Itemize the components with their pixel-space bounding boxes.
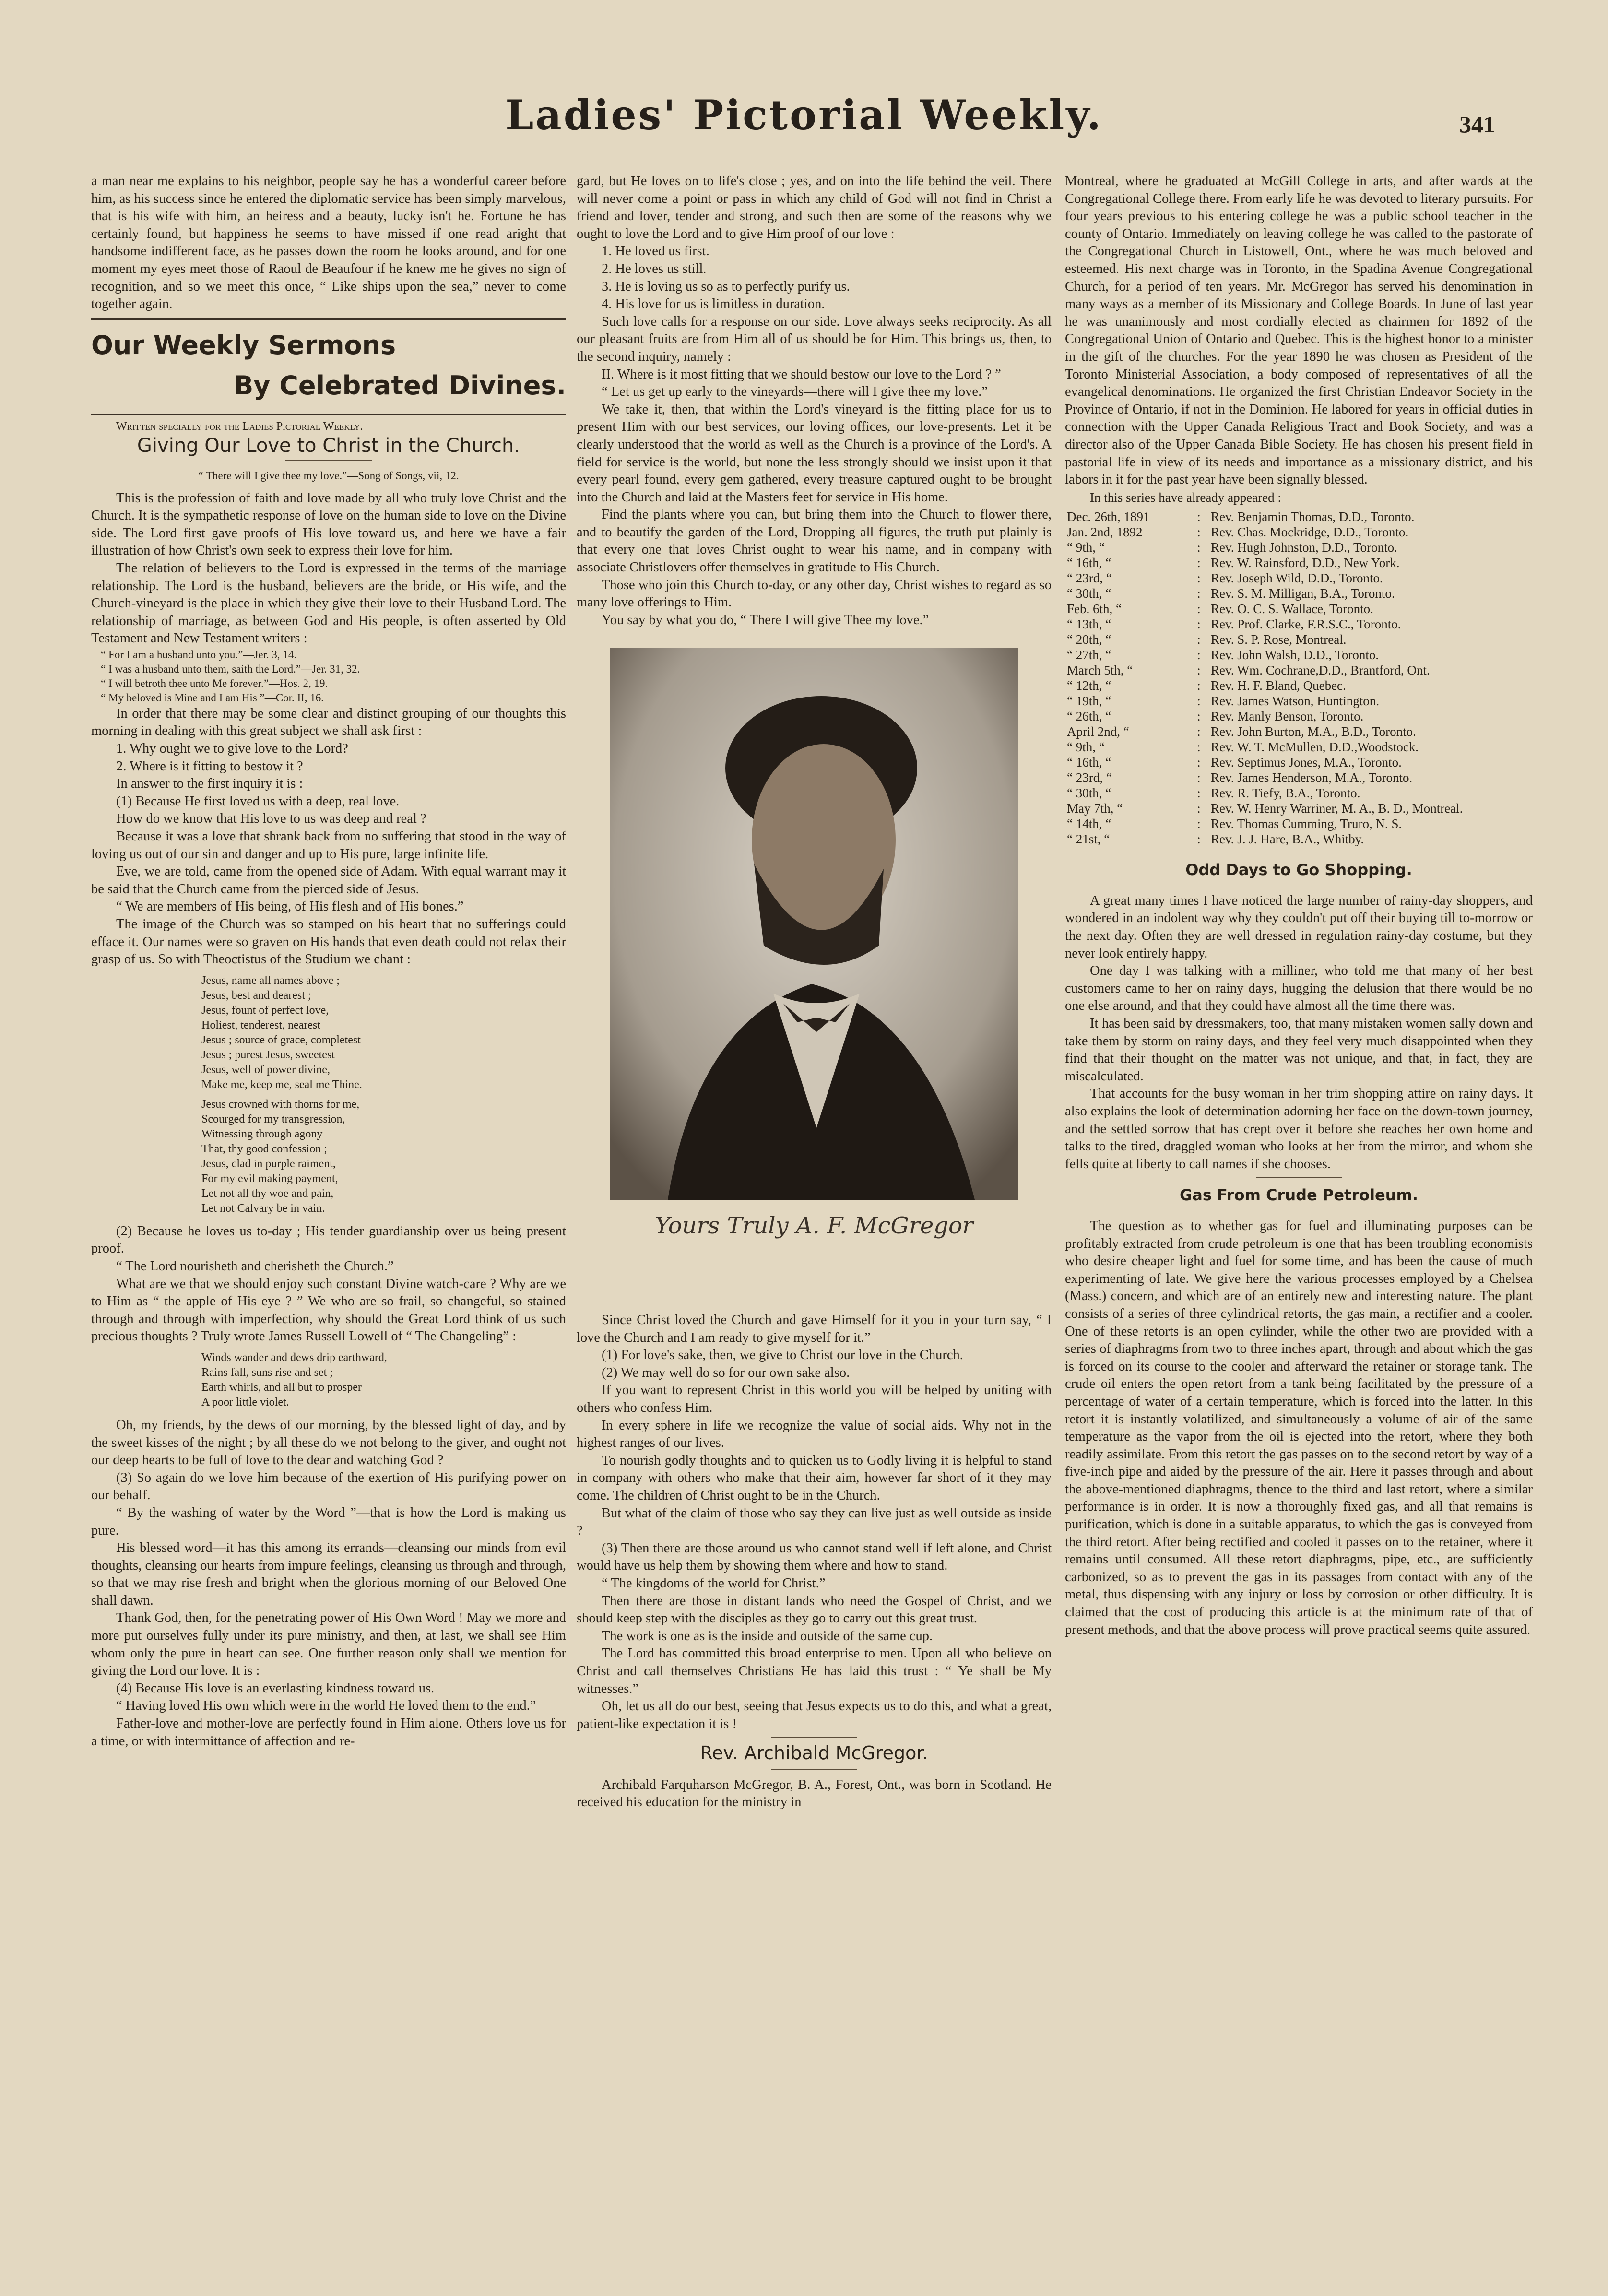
paragraph: In every sphere in life we recognize the value of social aids. Why not in the highest ranges of our lives. [577,1418,1052,1451]
paragraph: Since Christ loved the Church and gave Himself for it you in your turn say, “ I love the Church and I am ready to give myself for it.” [577,1313,1052,1345]
series-date: “ 9th, “ [1067,540,1105,555]
series-row [1065,785,1533,801]
paragraph: (1) For love's sake, then, we give to Christ our love in the Church. [602,1348,963,1363]
series-date: “ 21st, “ [1067,832,1110,847]
paragraph: 1. He loved us first. [602,244,709,259]
series-row [1065,555,1533,570]
bio-paragraph: Montreal, where he graduated at McGill College in arts, and after wards at the Congregational College there. From early life he was devoted to literary pursuits. For four years previous to his entering college he was a public school teacher in the county of Ontario. Immediately on leaving college he was called to the pastorate of the Congregational Church in Listowell, Ont., where he was much beloved and esteemed. His next charge was in Toronto, in the Spadina Avenue Congregational Church, for a period of ten years. Mr. McGregor has served his denomination in many ways as a member of its Missionary and College Boards. In June of last year he was unanimously and most cordially elected as chairmen for 1892 of the Congregational Union of Ontario and Quebec. This is the highest honor to a minister in the gift of the churches. For the year 1890 he was chosen as President of the Toronto Ministerial Association, a body composed of representatives of all the evangelical denominations. He organized the first Christian Endeavor Society in the Province of Ontario, if not in the Dominion. He labored for years in official duties in connection with the Upper Canada Religious Tract and Book Society, and was a director also of the Upper Canada Bible Society. He has chosen his present field in pastorial life in view of its needs and importance as a missionary district, and his labors in it for the past year have been signally blessed. [1065,174,1533,487]
series-row [1065,647,1533,663]
series-row [1065,678,1533,693]
series-colon: : [1197,556,1201,570]
series-colon: : [1197,801,1201,816]
series-colon: : [1197,632,1201,647]
paragraph: Father-love and mother-love are perfectly found in Him alone. Others love us for a time, or with intermittance of affection and re- [91,1716,566,1749]
poem-line: That, thy good confession ; [201,1142,327,1155]
series-table-body [1065,509,1533,847]
poem-line: Scourged for my transgression, [201,1112,345,1125]
odd-days-title: Odd Days to Go Shopping. [1185,861,1412,879]
poem-line: Jesus, name all names above ; [201,974,340,987]
poem-lowell [201,1350,566,1410]
series-date: “ 13th, “ [1067,617,1111,632]
series-name: Rev. H. F. Bland, Quebec. [1211,678,1346,693]
bio-title: Rev. Archibald McGregor. [700,1742,928,1764]
poem-line: For my evil making payment, [201,1172,338,1185]
series-row [1065,709,1533,724]
quote-line: “ I will betroth thee unto Me forever.”—Hos. 2, 19. [101,677,328,689]
paragraph: Thank God, then, for the penetrating power of His Own Word ! May we more and more put ourselves fully under its pure ministry, and then, at last, we shall see Him whom only the pure in heart can see. One further reason only shall we mention for giving the Lord our love. It is : [91,1610,566,1679]
series-colon: : [1197,648,1201,663]
series-colon: : [1197,786,1201,801]
series-name: Rev. Chas. Mockridge, D.D., Toronto. [1211,525,1409,540]
series-colon: : [1197,586,1201,601]
series-row [1065,724,1533,739]
series-name: Rev. W. Henry Warriner, M. A., B. D., Montreal. [1211,801,1463,816]
poem-line: A poor little violet. [201,1396,289,1408]
paragraph: The Lord has committed this broad enterprise to men. Upon all who believe on Christ and call themselves Christians He has laid this trust : “ Ye shall be My witnesses.” [577,1646,1052,1696]
series-date: “ 23rd, “ [1067,571,1112,586]
poem-line: Make me, keep me, seal me Thine. [201,1078,362,1091]
series-table [1065,509,1533,847]
paragraph: In order that there may be some clear and distinct grouping of our thoughts this morning in dealing with this great subject we shall ask first : [91,706,566,739]
paragraph: Then there are those in distant lands who need the Gospel of Christ, and we should keep step with the disciples as they go to carry out this great trust. [577,1593,1052,1626]
series-date: “ 16th, “ [1067,755,1111,770]
poem-line: Let not Calvary be in vain. [201,1202,325,1215]
series-row [1065,770,1533,785]
section-title-line-1: Our Weekly Sermons [91,330,396,360]
series-row [1065,755,1533,770]
paragraph: “ The kingdoms of the world for Christ.” [602,1575,826,1591]
divider [771,1737,857,1738]
divider [1256,1177,1342,1178]
paragraph: We take it, then, that within the Lord's vineyard is the fitting place for us to present Him with our best services, our loving offices, our love-presents. Let it be clearly understood that the world as well as the Church is a province of the Lord's. A field for service is the world, but none the less strongly should we insist upon it that every pearl found, every gem gathered, every treasure captured ought to be brought into the Church and laid at the Masters feet for service in His home. [577,402,1052,505]
poem-line: Jesus ; source of grace, completest [201,1033,361,1046]
gas-title: Gas From Crude Petroleum. [1179,1186,1419,1205]
series-row [1065,586,1533,601]
paragraph: His blessed word—it has this among its errands—cleansing our minds from evil thoughts, cleansing our hearts from impure feelings, cleansing us through and through, so that we may rise fresh and bright when the glorious morning of our Beloved One shall dawn. [91,1540,566,1608]
series-colon: : [1197,755,1201,770]
series-colon: : [1197,694,1201,709]
paragraph: (1) Because He first loved us with a deep, real love. [116,793,400,809]
paragraph: The question as to whether gas for fuel and illuminating purposes can be profitably extracted from crude petroleum is one that has been troubling economists who desire cheaper light and fuel for some time, and has been the cause of much experimenting of late. We give here the various processes employed by a Chelsea (Mass.) concern, and which are of an entirely new and interesting nature. The plant consists of a series of three cylindrical retorts, the gas main, a rectifier and a cooler. One of these retorts is an open cylinder, while the other two are provided with a series of diaphragms from two to three inches apart, through and about which the gas is forced on its course to the cooler and afterward the retainer or storage tank. The crude oil enters the open retort from a tank being facilitated by the pressure of a percentage of water of a certain temperature, which is forced into the latter. In this retort it is instantly volatilized, and simultaneously a volume of air of the same temperature as the vapor from the oil is ejected into the retort, where they both readily assimilate. From this retort the gas passes on to the second retort by way of a five-inch pipe and aided by the pressure of the air. Here it passes through and about the above-mentioned diaphragms, thence to the third and last retort, where a similar performance is in order. It is now a thoroughly fixed gas, and all that remains is purification, which is done in a suitable apparatus, to which the gas is conveyed from the third retort. After being rectified and cooled it passes on to the retainer, where it remains until consumed. All these retort diaphragms, pipe, etc., are sufficiently carbonized, so as to prevent the gas in its passages from contact with any of the metal, thus dispensing with any injury or loss by corrosion or other difficulty. It is claimed that the cost of producing this article is at the minimum rate of that of present methods, and that the above process will prove practical seems quite assured. [1065,1218,1533,1637]
portrait-signature: Yours Truly A. F. McGregor [655,1212,973,1240]
series-row [1065,570,1533,586]
series-colon: : [1197,678,1201,693]
paragraph: Archibald Farquharson McGregor, B. A., Forest, Ont., was born in Scotland. He received his education for the ministry in [577,1777,1052,1810]
series-colon: : [1197,724,1201,739]
column-left [91,173,566,1750]
series-name: Rev. John Burton, M.A., B.D., Toronto. [1211,724,1416,739]
series-colon: : [1197,571,1201,586]
series-row [1065,739,1533,755]
quote-line: “ I was a husband unto them, saith the Lord.”—Jer. 31, 32. [101,663,360,675]
series-colon: : [1197,709,1201,724]
series-row [1065,616,1533,632]
paragraph: “ The Lord nourisheth and cherisheth the Church.” [116,1258,394,1274]
written-for-line: Written specially for the Ladies Pictorial Weekly. [116,420,363,433]
divider [771,1769,857,1770]
poem-line: Let not all thy woe and pain, [201,1187,334,1200]
paragraph: Those who join this Church to-day, or any other day, Christ wishes to regard as so many love offerings to Him. [577,577,1052,610]
series-date: April 2nd, “ [1067,724,1129,739]
paragraph: (2) We may well do so for our own sake also. [602,1365,850,1380]
series-row [1065,601,1533,616]
paragraph: That accounts for the busy woman in her trim shopping attire on rainy days. It also explains the look of determination adorning her face on the down-town journey, and the settled sorrow that has crept over it before she reaches her own home and talks to the tired, draggled woman who looks at her from the mirror, and whom she fells quite at liberty to call names if she chooses. [1065,1086,1533,1172]
poem-line: Jesus ; purest Jesus, sweetest [201,1048,335,1061]
series-name: Rev. W. Rainsford, D.D., New York. [1211,556,1400,570]
paragraph: The work is one as is the inside and outside of the same cup. [602,1628,933,1644]
quote-line: “ My beloved is Mine and I am His ”—Cor. II, 16. [101,691,324,704]
paragraph: You say by what you do, “ There I will give Thee my love.” [602,612,929,627]
paragraph: This is the profession of faith and love made by all who truly love Christ and the Church. It is the sympathetic response of love on the human side to love on the Divine side. The Lord first gave proofs of His love toward us, and here we have a fair illustration of how Christ's own seek to express their love for him. [91,490,566,558]
divider [91,414,566,415]
paragraph: A great many times I have noticed the large number of rainy-day shoppers, and wondered in an indolent way why they couldn't put off their buying till to-morrow or the next day. Often they are well dressed in regulation rainy-day costume, but they never look entirely happy. [1065,893,1533,961]
series-name: Rev. R. Tiefy, B.A., Toronto. [1211,786,1360,801]
series-date: “ 12th, “ [1067,678,1111,693]
paragraph: “ We are members of His being, of His flesh and of His bones.” [116,899,464,914]
section-title-line-2: By Celebrated Divines. [234,370,566,401]
paragraph: Oh, let us all do our best, seeing that Jesus expects us to do this, and what a great, patient-like expectation it is ! [577,1699,1052,1731]
paragraph: But what of the claim of those who say they can live just as well outside as inside ? [577,1505,1052,1539]
series-name: Rev. S. M. Milligan, B.A., Toronto. [1211,586,1395,601]
series-date: “ 19th, “ [1067,694,1111,709]
series-date: “ 14th, “ [1067,817,1111,831]
paragraph: II. Where is it most fitting that we should bestow our love to the Lord ? ” [602,367,1001,382]
series-name: Rev. Thomas Cumming, Truro, N. S. [1211,817,1402,831]
series-name: Rev. Hugh Johnston, D.D., Toronto. [1211,540,1397,555]
paragraph: Such love calls for a response on our side. Love always seeks reciprocity. As all our pleasant fruits are from Him all of us should be for Him. This brings us, then, to the second inquiry, namely : [577,314,1052,364]
column-middle [577,173,1052,1811]
series-date: “ 30th, “ [1067,786,1111,801]
paragraph: The image of the Church was so stamped on his heart that no sufferings could efface it. Our names were so graven on His hands that even death could not relax their grasp of us. So with Theoctistus of the Studium we chant : [91,917,566,967]
poem-line: Holiest, tenderest, nearest [201,1018,320,1031]
series-name: Rev. Wm. Cochrane,D.D., Brantford, Ont. [1211,663,1430,678]
series-name: Rev. W. T. McMullen, D.D.,Woodstock. [1211,740,1419,755]
paragraph: In answer to the first inquiry it is : [116,776,303,792]
sermon-title: Giving Our Love to Christ in the Church. [137,435,520,457]
paragraph: “ Having loved His own which were in the world He loved them to the end.” [116,1698,536,1714]
series-date: “ 9th, “ [1067,740,1105,755]
series-date: Jan. 2nd, 1892 [1067,525,1143,540]
scripture-quotes [91,648,566,705]
series-colon: : [1197,617,1201,632]
series-colon: : [1197,770,1201,785]
poem-line: Jesus, clad in purple raiment, [201,1157,336,1170]
masthead-title: Ladies' Pictorial Weekly. [505,91,1103,139]
series-date: March 5th, “ [1067,663,1133,678]
series-colon: : [1197,817,1201,831]
poem-line: Jesus, fount of perfect love, [201,1004,329,1017]
paragraph: 2. He loves us still. [602,261,707,276]
series-date: “ 23rd, “ [1067,770,1112,785]
poem-line: Rains fall, suns rise and set ; [201,1366,333,1379]
paragraph: What are we that we should enjoy such constant Divine watch-care ? Why are we to Him as “ the apple of His eye ? ” We who are so frail, so changeful, so stained through and through with imperfection, why should the Great Lord think of us such precious thoughts ? Truly wrote James Russell Lowell of “ The Changeling” : [91,1276,566,1344]
series-row [1065,816,1533,831]
series-row [1065,693,1533,709]
quote-line: “ For I am a husband unto you.”—Jer. 3, 14. [101,648,297,661]
series-row [1065,524,1533,540]
series-row [1065,801,1533,816]
portrait-illustration [610,648,1018,1200]
series-row [1065,540,1533,555]
series-colon: : [1197,509,1201,524]
poem-line: Winds wander and dews drip earthward, [201,1351,387,1364]
series-name: Rev. James Watson, Huntington. [1211,694,1380,709]
series-date: Dec. 26th, 1891 [1067,509,1150,524]
column-right [1065,173,1533,1639]
paragraph: 1. Why ought we to give love to the Lord? [116,741,348,757]
paragraph: 3. He is loving us so as to perfectly purify us. [602,279,850,294]
paragraph: (3) So again do we love him because of the exertion of His purifying power on our behalf. [91,1470,566,1503]
series-date: “ 16th, “ [1067,556,1111,570]
portrait-photo [610,648,1018,1200]
series-colon: : [1197,832,1201,847]
paragraph: How do we know that His love to us was deep and real ? [116,811,426,827]
series-row [1065,831,1533,847]
series-colon: : [1197,525,1201,540]
paragraph: “ Let us get up early to the vineyards—there will I give thee my love.” [602,384,988,400]
series-colon: : [1197,602,1201,616]
poem-line: Jesus, well of power divine, [201,1063,330,1076]
paragraph: (2) Because he loves us to-day ; His tender guardianship over us being present proof. [91,1223,566,1256]
page-number: 341 [1459,111,1495,138]
series-name: Rev. James Henderson, M.A., Toronto. [1211,770,1413,785]
paragraph: The relation of believers to the Lord is expressed in the terms of the marriage relationship. The Lord is the husband, believers are the bride, or His wife, and the Church-vineyard is the place in which they give their love to their Husband Lord. The relationship of marriage, as between God and His people, is often asserted by Old Testament and New Testament writers : [91,560,566,646]
divider [285,460,372,461]
series-date: “ 30th, “ [1067,586,1111,601]
paragraph: One day I was talking with a milliner, who told me that many of her best customers came to her on rainy days, hugging the delusion that there would be no one else around, and that they could have almost all the time there was. [1065,963,1533,1014]
series-colon: : [1197,663,1201,678]
paragraph: 2. Where is it fitting to bestow it ? [116,758,303,774]
stanza-gap [201,1092,566,1097]
series-date: Feb. 6th, “ [1067,602,1122,616]
series-date: “ 26th, “ [1067,709,1111,724]
poem-theoctistus [201,973,566,1216]
paragraph: Because it was a love that shrank back from no suffering that stood in the way of loving us out of our sin and danger and up to His pure, large infinite life. [91,829,566,862]
paragraph: 4. His love for us is limitless in duration. [602,296,825,312]
paragraph: Eve, we are told, came from the opened side of Adam. With equal warrant may it be said that the Church came from the pierced side of Jesus. [91,864,566,897]
paragraph: (3) Then there are those around us who cannot stand well if left alone, and Christ would have us help them by showing them where and how to stand. [577,1540,1052,1574]
series-name: Rev. Benjamin Thomas, D.D., Toronto. [1211,509,1415,524]
series-colon: : [1197,740,1201,755]
section-title [91,325,566,406]
series-date: “ 20th, “ [1067,632,1111,647]
paragraph: Oh, my friends, by the dews of our morning, by the blessed light of day, and by the sweet kisses of the night ; by all these do we not belong to the giver, and ought not our deep hearts to be full of love to the dear and watching God ? [91,1417,566,1468]
series-name: Rev. John Walsh, D.D., Toronto. [1211,648,1379,663]
series-row [1065,509,1533,524]
series-name: Rev. Joseph Wild, D.D., Toronto. [1211,571,1383,586]
paragraph: It has been said by dressmakers, too, that many mistaken women sally down and take them by storm on rainy days, and they feel very much disappointed when they find that their thought on the matter was not unique, and that, in fact, they are miscalculated. [1065,1016,1533,1084]
poem-line: Jesus crowned with thorns for me, [201,1098,360,1111]
series-date: May 7th, “ [1067,801,1123,816]
paragraph: gard, but He loves on to life's close ; yes, and on into the life behind the veil. There will never come a point or pass in which any child of God will not find in Christ a friend and lover, tender and strong, and such then are some of the reasons why we ought to love the Lord and to give Him proof of our love : [577,174,1052,241]
series-row [1065,663,1533,678]
paragraph: To nourish godly thoughts and to quicken us to Godly living it is helpful to stand in company with others who make that their aim, however far short of it they may come. The children of Christ ought to be in the Church. [577,1453,1052,1503]
series-name: Rev. Septimus Jones, M.A., Toronto. [1211,755,1402,770]
series-name: Rev. Manly Benson, Toronto. [1211,709,1364,724]
series-name: Rev. Prof. Clarke, F.R.S.C., Toronto. [1211,617,1401,632]
epigraph: “ There will I give thee my love.”—Song of Songs, vii, 12. [198,469,459,482]
paragraph: If you want to represent Christ in this world you will be helped by uniting with others who confess Him. [577,1383,1052,1415]
series-row [1065,632,1533,647]
series-intro: In this series have already appeared : [1090,490,1281,505]
intro-paragraph: a man near me explains to his neighbor, people say he has a wonderful career before him, as his success since he entered the diplomatic service has been simply marvelous, that is his wife with him, an heiress and a beauty, lucky isn't he. Fortune he has certainly found, but happiness he seems to have missed if one read aright that handsome indifferent face, as he passes down the room he looks around, and for one moment my eyes meet those of Raoul de Beaufour if he knew me he gives no sign of recognition, and so we meet this once, “ Like ships upon the sea,” never to come together again. [91,174,566,312]
divider [91,318,566,320]
series-date: “ 27th, “ [1067,648,1111,663]
poem-line: Earth whirls, and all but to prosper [201,1381,362,1394]
series-colon: : [1197,540,1201,555]
series-name: Rev. O. C. S. Wallace, Toronto. [1211,602,1373,616]
paragraph: (4) Because His love is an everlasting kindness toward us. [116,1681,435,1696]
series-name: Rev. J. J. Hare, B.A., Whitby. [1211,832,1364,847]
paragraph: Find the plants where you can, but bring them into the Church to flower there, and to beautify the garden of the Lord, Dropping all figures, the truth put plainly is that every one that loves Christ ought to wear his name, and in company with associate Christlovers offer themselves in gratitude to His Church. [577,507,1052,575]
poem-line: Witnessing through agony [201,1127,323,1140]
series-name: Rev. S. P. Rose, Montreal. [1211,632,1347,647]
poem-line: Jesus, best and dearest ; [201,989,311,1002]
paragraph: “ By the washing of water by the Word ”—that is how the Lord is making us pure. [91,1505,566,1538]
